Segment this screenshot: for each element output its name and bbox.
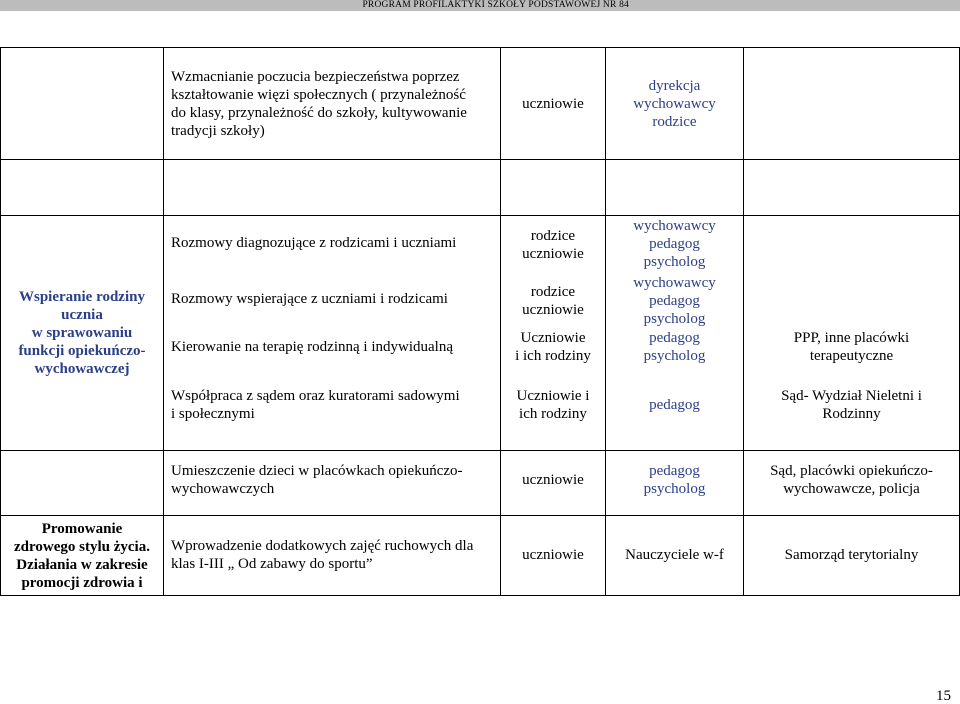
task-cell <box>171 288 497 310</box>
responsible-cell <box>606 327 743 367</box>
page-number: 15 <box>936 688 951 704</box>
responsible-text: wychowawcy pedagog psycholog <box>633 218 716 270</box>
responsible-text: pedagog psycholog <box>643 463 706 497</box>
table-line <box>0 595 960 596</box>
partners-text: Samorząd terytorialny <box>784 547 919 563</box>
task-text: Wzmacnianie poczucia bezpieczeństwa poprzez kształtowanie więzi społecznych ( przynależność do klasy, przynależność do szkoły, kultywowanie tradycji szkoły) <box>171 69 467 139</box>
task-text: Rozmowy wspierające z uczniami i rodzicami <box>171 291 448 307</box>
task-cell <box>171 60 497 148</box>
area-cell <box>1 516 163 595</box>
responsible-text: pedagog psycholog <box>643 330 706 364</box>
partners-cell <box>744 460 959 500</box>
recipients-text: uczniowie <box>522 472 584 488</box>
recipients-cell <box>501 60 605 148</box>
partners-text: Sąd, placówki opiekuńczo- wychowawcze, policja <box>770 463 933 497</box>
recipients-text: rodzice uczniowie <box>522 284 584 318</box>
task-text: Rozmowy diagnozujące z rodzicami i uczniami <box>171 235 457 251</box>
partners-cell <box>744 385 959 425</box>
table-line <box>0 450 960 451</box>
area-text: Wspieranie rodziny ucznia w sprawowaniu funkcji opiekuńczo- wychowawczej <box>18 289 146 377</box>
task-text: Umieszczenie dzieci w placówkach opiekuńczo- wychowawczych <box>171 463 463 497</box>
partners-cell <box>744 327 959 367</box>
recipients-cell <box>501 544 605 566</box>
recipients-text: Uczniowie i ich rodziny <box>515 330 591 364</box>
recipients-cell <box>501 225 605 265</box>
task-cell <box>171 535 497 575</box>
responsible-text: wychowawcy pedagog psycholog <box>633 274 716 327</box>
table-line <box>0 47 960 48</box>
task-cell <box>171 385 497 425</box>
partners-text: Sąd- Wydział Nieletni i Rodzinny <box>781 388 922 422</box>
task-text: Kierowanie na terapię rodzinną i indywidualną <box>171 339 453 355</box>
task-cell <box>171 336 497 358</box>
partners-cell <box>744 544 959 566</box>
recipients-text: Uczniowie i ich rodziny <box>516 388 590 422</box>
task-text: Wprowadzenie dodatkowych zajęć ruchowych dla klas I-III „ Od zabawy do sportu” <box>171 538 474 572</box>
task-cell <box>171 460 497 500</box>
recipients-text: uczniowie <box>522 547 584 563</box>
table-line <box>0 159 960 160</box>
table-line <box>163 47 164 596</box>
task-text: Współpraca z sądem oraz kuratorami sadowymi i społecznymi <box>171 388 460 422</box>
header-title: PROGRAM PROFILAKTYKI SZKOŁY PODSTAWOWEJ NR 84 <box>362 0 629 10</box>
responsible-cell <box>606 215 743 273</box>
recipients-text: uczniowie <box>522 96 584 112</box>
recipients-cell <box>501 281 605 321</box>
responsible-cell <box>606 460 743 500</box>
table-line <box>743 47 744 596</box>
responsible-cell <box>606 60 743 148</box>
task-cell <box>171 232 497 254</box>
recipients-cell <box>501 385 605 425</box>
responsible-text: dyrekcja wychowawcy rodzice <box>633 78 716 130</box>
responsible-text: pedagog <box>649 397 700 413</box>
recipients-cell <box>501 460 605 500</box>
responsible-text: Nauczyciele w-f <box>625 547 724 563</box>
area-cell <box>1 216 163 450</box>
responsible-cell <box>606 273 743 328</box>
recipients-text: rodzice uczniowie <box>522 228 584 262</box>
area-text: Promowanie zdrowego stylu życia. Działania w zakresie promocji zdrowia i <box>14 520 150 591</box>
responsible-cell <box>606 394 743 416</box>
responsible-cell <box>606 544 743 566</box>
partners-text: PPP, inne placówki terapeutyczne <box>793 330 910 364</box>
recipients-cell <box>501 327 605 367</box>
page-header <box>0 0 960 11</box>
